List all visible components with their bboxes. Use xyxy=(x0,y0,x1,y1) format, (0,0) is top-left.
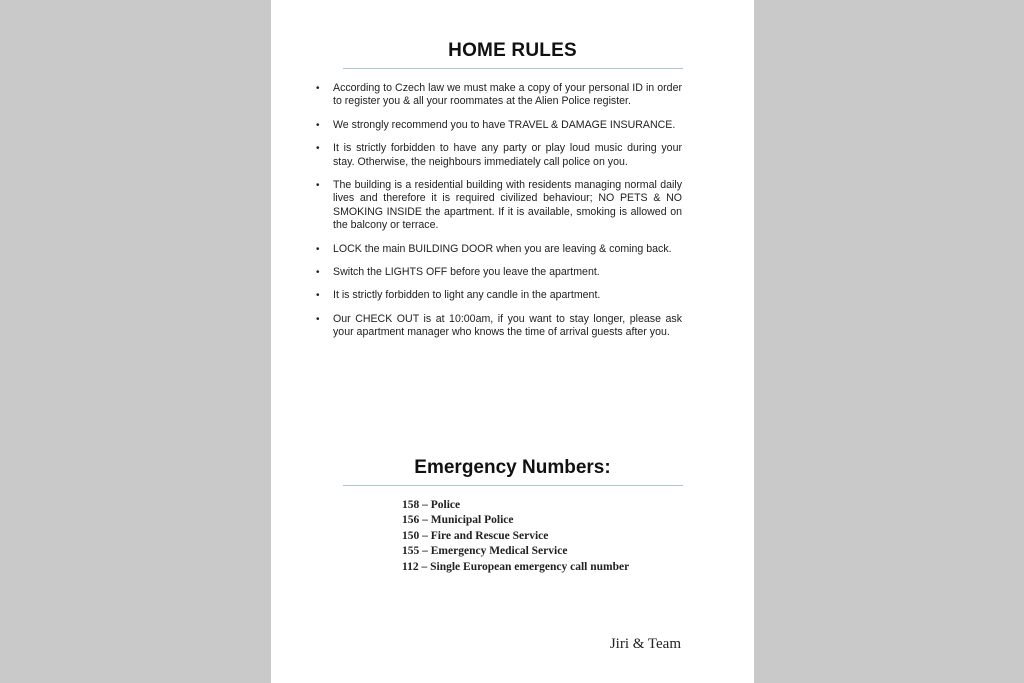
rule-item xyxy=(315,266,682,279)
rule-item xyxy=(315,82,682,109)
emergency-item: 155 – Emergency Medical Service xyxy=(402,545,568,558)
rule-text: The building is a residential building with residents managing normal daily lives and therefore it is required civilized behaviour; NO PETS & NO SMOKING INSIDE the apartment. If it is available, smoking is allowed on the balcony or terrace. xyxy=(333,179,682,232)
title-underline xyxy=(343,68,683,69)
rule-item xyxy=(315,313,682,340)
rule-text: It is strictly forbidden to have any party or play loud music during your stay. Otherwise, the neighbours immediately call police on you. xyxy=(333,142,682,168)
emergency-underline xyxy=(343,485,683,486)
rule-item xyxy=(315,179,682,233)
document-page xyxy=(271,0,754,683)
bullet-icon: • xyxy=(316,290,320,302)
bullet-icon: • xyxy=(316,243,320,255)
bullet-icon: • xyxy=(316,267,320,279)
rule-item xyxy=(315,243,682,256)
rule-text: It is strictly forbidden to light any candle in the apartment. xyxy=(333,289,601,302)
bullet-icon: • xyxy=(316,119,320,131)
bullet-icon: • xyxy=(316,313,320,325)
rule-text: Switch the LIGHTS OFF before you leave the apartment. xyxy=(333,266,600,279)
rule-text: We strongly recommend you to have TRAVEL & DAMAGE INSURANCE. xyxy=(333,118,676,131)
signature: Jiri & Team xyxy=(609,636,681,652)
emergency-item: 150 – Fire and Rescue Service xyxy=(402,529,549,542)
rule-text: LOCK the main BUILDING DOOR when you are leaving & coming back. xyxy=(333,242,672,255)
emergency-item: 156 – Municipal Police xyxy=(402,514,514,527)
emergency-list xyxy=(402,498,629,575)
rule-item xyxy=(315,142,682,169)
rule-text: According to Czech law we must make a copy of your personal ID in order to register you & all your roommates at the Alien Police register. xyxy=(333,82,682,108)
emergency-title: Emergency Numbers: xyxy=(414,457,611,478)
rule-item xyxy=(315,119,682,132)
emergency-item: 112 – Single European emergency call number xyxy=(402,560,630,573)
bullet-icon: • xyxy=(316,83,320,94)
emergency-item: 158 – Police xyxy=(402,499,461,511)
rules-list xyxy=(315,82,682,350)
bullet-icon: • xyxy=(316,143,320,155)
rule-item xyxy=(315,289,682,302)
page-title: HOME RULES xyxy=(448,40,577,61)
bullet-icon: • xyxy=(316,180,320,192)
rule-text: Our CHECK OUT is at 10:00am, if you want to stay longer, please ask your apartment manager who knows the time of arrival guests after you. xyxy=(333,312,682,339)
